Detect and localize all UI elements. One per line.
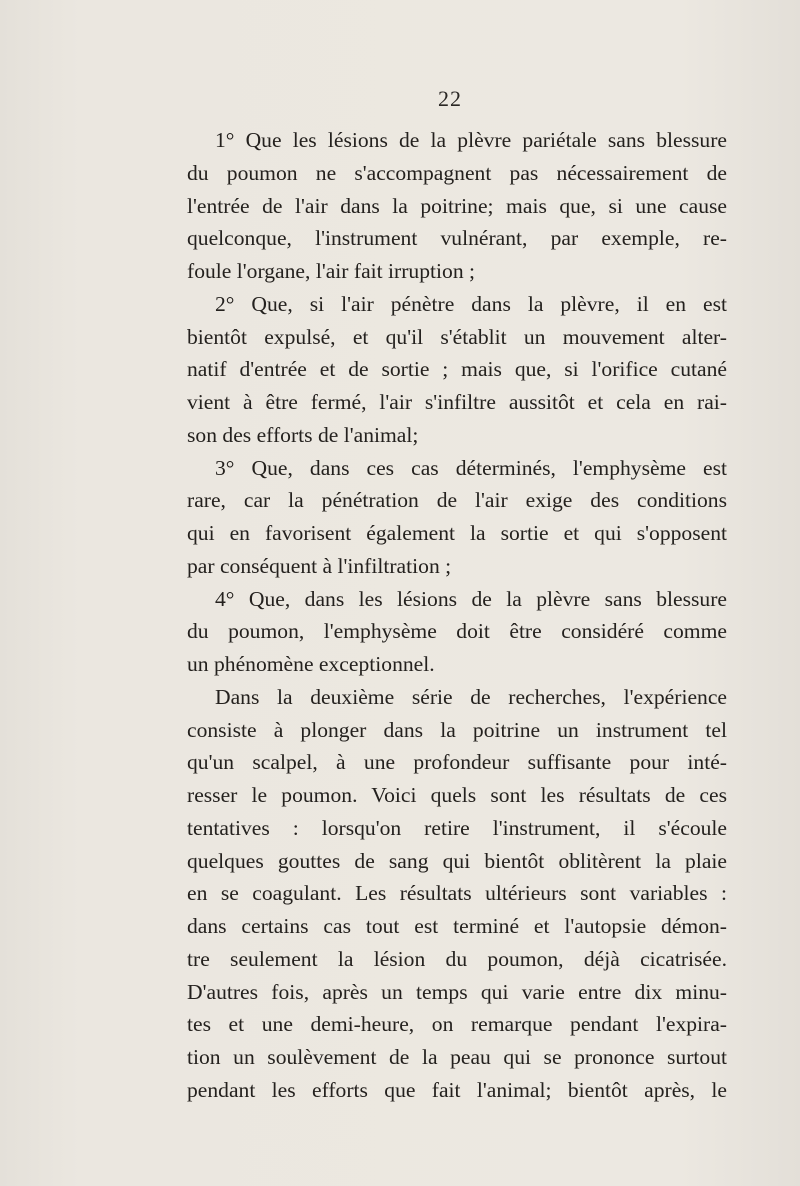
text-line: Dans la deuxième série de recherches, l'expérience	[215, 684, 727, 709]
text-line: rare, car la pénétration de l'air exige des conditions	[187, 488, 727, 513]
text-line: resser le poumon. Voici quels sont les résultats de ces	[187, 783, 727, 807]
text-line: 4° Que, dans les lésions de la plèvre sans blessure	[215, 586, 727, 611]
text-line: 3° Que, dans ces cas déterminés, l'emphysème est	[215, 455, 727, 480]
text-line: quelques gouttes de sang qui bientôt oblitèrent la plaie	[187, 848, 727, 873]
text-line: du poumon, l'emphysème doit être considéré comme	[187, 619, 727, 644]
text-line: pendant les efforts que fait l'animal; bientôt après, le	[187, 1077, 727, 1102]
text-line: consiste à plonger dans la poitrine un instrument tel	[187, 717, 727, 742]
text-line: D'autres fois, après un temps qui varie entre dix minu-	[187, 979, 727, 1004]
text-line: tentatives : lorsqu'on retire l'instrument, il s'écoule	[187, 815, 727, 840]
page-number: 22	[438, 86, 462, 111]
text-line: tes et une demi-heure, on remarque pendant l'expira-	[187, 1012, 727, 1037]
text-line: en se coagulant. Les résultats ultérieurs sont variables :	[187, 881, 727, 906]
text-line: du poumon ne s'accompagnent pas nécessairement de	[187, 160, 727, 185]
text-line: dans certains cas tout est terminé et l'autopsie démon-	[187, 914, 727, 938]
text-line: bientôt expulsé, et qu'il s'établit un mouvement alter-	[187, 324, 727, 349]
text-line: un phénomène exceptionnel.	[187, 652, 435, 676]
text-line: l'entrée de l'air dans la poitrine; mais que, si une cause	[187, 193, 727, 218]
text-line: 2° Que, si l'air pénètre dans la plèvre, il en est	[215, 291, 727, 316]
text-line: quelconque, l'instrument vulnérant, par exemple, re-	[187, 226, 727, 251]
text-line: qu'un scalpel, à une profondeur suffisante pour inté-	[187, 750, 727, 775]
text-line: 1° Que les lésions de la plèvre pariétale sans blessure	[215, 128, 727, 152]
text-line: vient à être fermé, l'air s'infiltre aussitôt et cela en rai-	[187, 390, 727, 414]
text-line: tion un soulèvement de la peau qui se prononce surtout	[187, 1045, 727, 1069]
text-line: tre seulement la lésion du poumon, déjà cicatrisée.	[187, 946, 727, 971]
text-line: qui en favorisent également la sortie et qui s'opposent	[187, 521, 727, 545]
body-text	[187, 124, 727, 1107]
text-line: foule l'organe, l'air fait irruption ;	[187, 259, 476, 283]
text-line: son des efforts de l'animal;	[187, 422, 419, 447]
text-line: par conséquent à l'infiltration ;	[187, 553, 452, 578]
text-line: natif d'entrée et de sortie ; mais que, si l'orifice cutané	[187, 357, 727, 382]
